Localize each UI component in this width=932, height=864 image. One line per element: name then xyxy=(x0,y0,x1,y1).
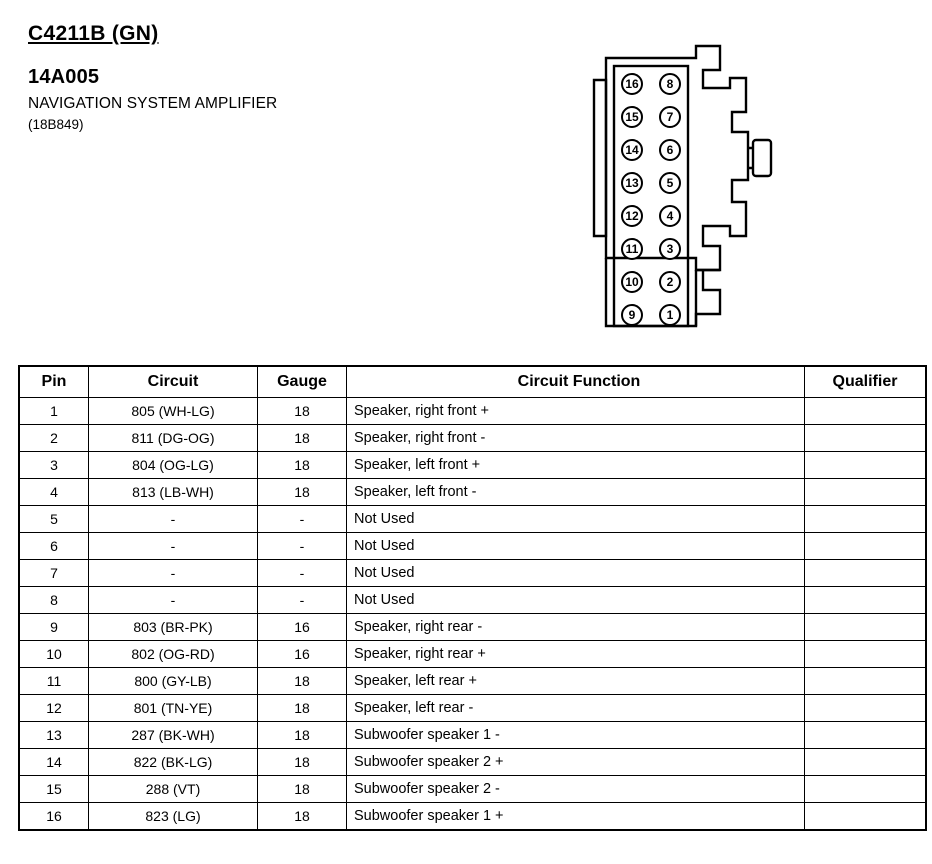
connector-pin-diagram xyxy=(570,40,790,340)
cell-circuit: 802 (OG-RD) xyxy=(89,641,258,668)
table-row xyxy=(19,749,926,776)
cell-gauge: 18 xyxy=(258,479,347,506)
cell-qualifier xyxy=(805,641,927,668)
cell-circuit: - xyxy=(89,587,258,614)
cell-circuit: 822 (BK-LG) xyxy=(89,749,258,776)
cell-qualifier xyxy=(805,533,927,560)
cell-pin: 6 xyxy=(19,533,89,560)
pin-number-11: 11 xyxy=(625,242,639,256)
cell-gauge: - xyxy=(258,587,347,614)
pin-number-14: 14 xyxy=(625,143,639,157)
cell-circuit-function: Speaker, left rear - xyxy=(347,695,805,722)
cell-circuit-function: Speaker, left front + xyxy=(347,452,805,479)
cell-circuit: 805 (WH-LG) xyxy=(89,398,258,425)
cell-qualifier xyxy=(805,479,927,506)
cell-circuit: - xyxy=(89,560,258,587)
cell-pin: 14 xyxy=(19,749,89,776)
cell-qualifier xyxy=(805,506,927,533)
table-row xyxy=(19,479,926,506)
cell-pin: 5 xyxy=(19,506,89,533)
pinout-table xyxy=(18,365,927,831)
cell-qualifier xyxy=(805,560,927,587)
cell-gauge: 16 xyxy=(258,614,347,641)
cell-pin: 4 xyxy=(19,479,89,506)
column-header-circuit: Circuit xyxy=(89,366,258,398)
table-row xyxy=(19,398,926,425)
cell-qualifier xyxy=(805,452,927,479)
cell-circuit-function: Speaker, left rear + xyxy=(347,668,805,695)
cell-circuit: - xyxy=(89,506,258,533)
pin-number-4: 4 xyxy=(666,209,674,223)
cell-pin: 2 xyxy=(19,425,89,452)
cell-circuit: 287 (BK-WH) xyxy=(89,722,258,749)
cell-circuit-function: Subwoofer speaker 2 + xyxy=(347,749,805,776)
pin-number-7: 7 xyxy=(666,110,674,124)
cell-circuit: 800 (GY-LB) xyxy=(89,668,258,695)
cell-qualifier xyxy=(805,803,927,831)
cell-pin: 1 xyxy=(19,398,89,425)
cell-qualifier xyxy=(805,776,927,803)
cell-gauge: 18 xyxy=(258,398,347,425)
table-row xyxy=(19,452,926,479)
table-row xyxy=(19,587,926,614)
alternate-part-number: (18B849) xyxy=(28,117,84,132)
table-row xyxy=(19,425,926,452)
cell-circuit: 811 (DG-OG) xyxy=(89,425,258,452)
cell-qualifier xyxy=(805,614,927,641)
cell-qualifier xyxy=(805,668,927,695)
cell-circuit-function: Speaker, right front + xyxy=(347,398,805,425)
cell-gauge: 18 xyxy=(258,803,347,831)
cell-qualifier xyxy=(805,695,927,722)
cell-circuit-function: Not Used xyxy=(347,506,805,533)
cell-qualifier xyxy=(805,398,927,425)
cell-circuit: 803 (BR-PK) xyxy=(89,614,258,641)
column-header-gauge: Gauge xyxy=(258,366,347,398)
cell-circuit: 288 (VT) xyxy=(89,776,258,803)
cell-gauge: 18 xyxy=(258,749,347,776)
table-row xyxy=(19,695,926,722)
cell-gauge: 18 xyxy=(258,776,347,803)
table-row xyxy=(19,722,926,749)
cell-pin: 12 xyxy=(19,695,89,722)
part-number: 14A005 xyxy=(28,66,100,88)
cell-circuit: 823 (LG) xyxy=(89,803,258,831)
cell-pin: 9 xyxy=(19,614,89,641)
cell-pin: 16 xyxy=(19,803,89,831)
cell-gauge: - xyxy=(258,506,347,533)
pin-number-2: 2 xyxy=(666,275,674,289)
pin-number-5: 5 xyxy=(666,176,674,190)
cell-pin: 7 xyxy=(19,560,89,587)
cell-qualifier xyxy=(805,587,927,614)
pin-number-10: 10 xyxy=(625,275,639,289)
cell-circuit: 813 (LB-WH) xyxy=(89,479,258,506)
pin-number-3: 3 xyxy=(666,242,674,256)
pin-number-13: 13 xyxy=(625,176,639,190)
cell-pin: 3 xyxy=(19,452,89,479)
cell-qualifier xyxy=(805,722,927,749)
table-row xyxy=(19,533,926,560)
cell-qualifier xyxy=(805,749,927,776)
cell-gauge: 18 xyxy=(258,722,347,749)
cell-qualifier xyxy=(805,425,927,452)
cell-gauge: 18 xyxy=(258,695,347,722)
table-row xyxy=(19,560,926,587)
cell-circuit-function: Subwoofer speaker 1 - xyxy=(347,722,805,749)
pin-number-15: 15 xyxy=(625,110,639,124)
cell-gauge: - xyxy=(258,533,347,560)
cell-pin: 11 xyxy=(19,668,89,695)
cell-pin: 13 xyxy=(19,722,89,749)
pin-number-1: 1 xyxy=(666,308,674,322)
cell-pin: 10 xyxy=(19,641,89,668)
table-header-row xyxy=(19,366,926,398)
cell-gauge: - xyxy=(258,560,347,587)
cell-circuit: 801 (TN-YE) xyxy=(89,695,258,722)
table-row xyxy=(19,803,926,831)
pin-number-8: 8 xyxy=(666,77,674,91)
table-row xyxy=(19,668,926,695)
pin-number-16: 16 xyxy=(625,77,639,91)
cell-circuit-function: Subwoofer speaker 1 + xyxy=(347,803,805,831)
connector-id: C4211B (GN) xyxy=(28,22,159,45)
table-row xyxy=(19,776,926,803)
pin-number-12: 12 xyxy=(625,209,639,223)
table-row xyxy=(19,614,926,641)
cell-circuit-function: Speaker, right rear + xyxy=(347,641,805,668)
pin-number-6: 6 xyxy=(666,143,674,157)
cell-pin: 15 xyxy=(19,776,89,803)
column-header-qualifier: Qualifier xyxy=(805,366,927,398)
column-header-circuit-function: Circuit Function xyxy=(347,366,805,398)
cell-circuit-function: Speaker, right rear - xyxy=(347,614,805,641)
cell-gauge: 18 xyxy=(258,452,347,479)
cell-gauge: 18 xyxy=(258,668,347,695)
cell-gauge: 16 xyxy=(258,641,347,668)
cell-circuit-function: Not Used xyxy=(347,533,805,560)
cell-circuit-function: Speaker, right front - xyxy=(347,425,805,452)
cell-circuit: 804 (OG-LG) xyxy=(89,452,258,479)
pin-number-9: 9 xyxy=(628,308,636,322)
part-name: NAVIGATION SYSTEM AMPLIFIER xyxy=(28,95,278,112)
connector-header xyxy=(28,22,548,132)
table-row xyxy=(19,641,926,668)
cell-circuit: - xyxy=(89,533,258,560)
cell-gauge: 18 xyxy=(258,425,347,452)
table-row xyxy=(19,506,926,533)
cell-circuit-function: Speaker, left front - xyxy=(347,479,805,506)
cell-circuit-function: Not Used xyxy=(347,587,805,614)
column-header-pin: Pin xyxy=(19,366,89,398)
cell-circuit-function: Not Used xyxy=(347,560,805,587)
cell-circuit-function: Subwoofer speaker 2 - xyxy=(347,776,805,803)
cell-pin: 8 xyxy=(19,587,89,614)
